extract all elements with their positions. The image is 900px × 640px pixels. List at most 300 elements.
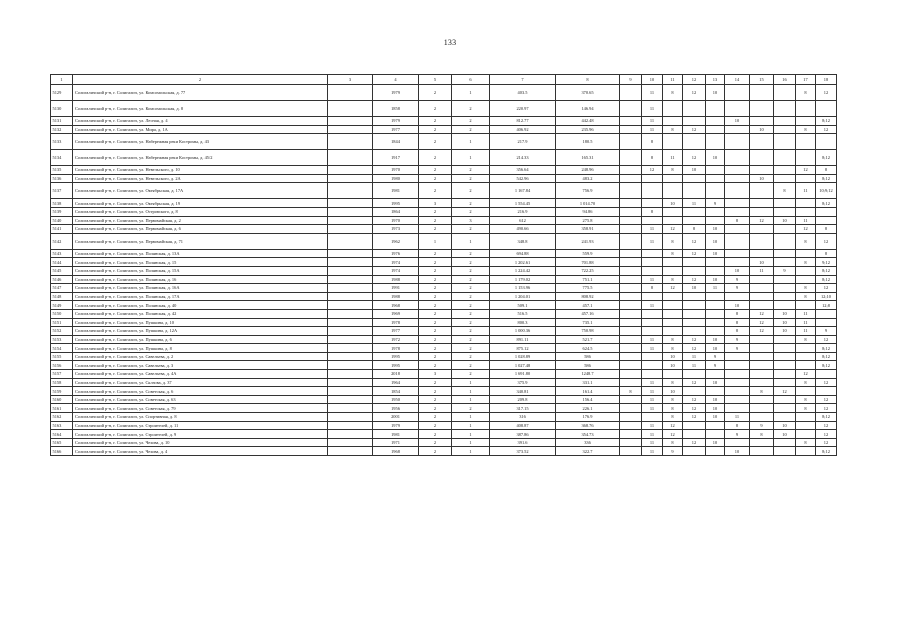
cell-col-16: [774, 352, 796, 361]
cell-floors: 2: [419, 166, 452, 175]
cell-col-12: 12: [683, 335, 706, 344]
cell-record-id: 5144: [51, 258, 73, 267]
cell-entrances: 1: [452, 378, 490, 387]
cell-col-13: 10: [706, 378, 725, 387]
cell-col-16: [774, 207, 796, 216]
cell-col-11: 8: [663, 395, 683, 404]
cell-floors: 2: [419, 378, 452, 387]
table-row: [51, 101, 837, 117]
column-header: 13: [706, 75, 725, 85]
cell-floors: 3: [419, 370, 452, 379]
column-header: 12: [683, 75, 706, 85]
cell-col-3: [328, 395, 373, 404]
cell-col-12: [683, 216, 706, 225]
cell-col-12: [683, 266, 706, 275]
cell-col-18: 12: [816, 378, 837, 387]
cell-col-11: [663, 216, 683, 225]
cell-living-area: 1 014.70: [556, 199, 620, 208]
cell-col-11: 8: [663, 404, 683, 413]
cell-col-3: [328, 352, 373, 361]
cell-living-area: 735.1: [556, 318, 620, 327]
cell-col-11: 8: [663, 85, 683, 101]
cell-col-14: 8: [725, 216, 750, 225]
cell-total-area: 356.64: [490, 166, 556, 175]
cell-living-area: 457.16: [556, 309, 620, 318]
cell-col-15: 11: [750, 266, 774, 275]
cell-col-16: [774, 438, 796, 447]
cell-col-16: [774, 233, 796, 249]
cell-col-17: 12: [796, 225, 816, 234]
cell-col-13: 10: [706, 413, 725, 422]
cell-record-id: 5166: [51, 447, 73, 456]
cell-col-9: [620, 370, 642, 379]
cell-record-id: 5158: [51, 378, 73, 387]
cell-floors: 1: [419, 233, 452, 249]
cell-col-12: 12: [683, 85, 706, 101]
cell-floors: 2: [419, 438, 452, 447]
cell-col-12: 11: [683, 199, 706, 208]
cell-col-18: [816, 370, 837, 379]
cell-floors: 2: [419, 413, 452, 422]
cell-record-id: 5156: [51, 361, 73, 370]
cell-col-17: [796, 447, 816, 456]
cell-total-area: 694.88: [490, 249, 556, 258]
cell-col-3: [328, 134, 373, 150]
cell-col-12: [683, 309, 706, 318]
cell-col-15: [750, 207, 774, 216]
cell-col-9: [620, 327, 642, 336]
cell-col-13: 9: [706, 199, 725, 208]
cell-living-area: 331.1: [556, 378, 620, 387]
cell-col-12: [683, 117, 706, 126]
cell-entrances: 1: [452, 430, 490, 439]
cell-col-13: [706, 134, 725, 150]
cell-floors: 2: [419, 101, 452, 117]
cell-address: Солигаличский р-н, г. Солигалич, ул. Октябрьская, д. 19: [73, 199, 328, 208]
cell-col-11: 8: [663, 378, 683, 387]
cell-floors: 2: [419, 318, 452, 327]
cell-col-9: [620, 166, 642, 175]
cell-col-15: 10: [750, 125, 774, 134]
cell-col-10: 8: [642, 150, 663, 166]
cell-col-9: [620, 378, 642, 387]
cell-address: Солигаличский р-н, г. Солигалич, ул. Набережная реки Костромы, д. 43: [73, 134, 328, 150]
cell-floors: 2: [419, 207, 452, 216]
cell-col-13: 9: [706, 352, 725, 361]
cell-entrances: 2: [452, 125, 490, 134]
cell-record-id: 5146: [51, 275, 73, 284]
cell-entrances: 2: [452, 183, 490, 199]
cell-year: 1977: [373, 125, 419, 134]
cell-total-area: 216.9: [490, 207, 556, 216]
cell-col-16: [774, 249, 796, 258]
cell-col-12: [683, 370, 706, 379]
cell-living-area: 442.48: [556, 117, 620, 126]
cell-col-12: 8: [683, 225, 706, 234]
cell-col-16: 10: [774, 318, 796, 327]
cell-year: 1864: [373, 207, 419, 216]
cell-year: 1980: [373, 174, 419, 183]
cell-col-12: [683, 292, 706, 301]
cell-col-18: 8: [816, 225, 837, 234]
column-header: 10: [642, 75, 663, 85]
cell-col-9: [620, 216, 642, 225]
cell-col-14: [725, 199, 750, 208]
cell-col-11: [663, 117, 683, 126]
cell-col-9: [620, 174, 642, 183]
cell-col-16: [774, 370, 796, 379]
cell-entrances: 2: [452, 117, 490, 126]
cell-col-11: [663, 174, 683, 183]
cell-address: Солигаличский р-н, г. Солигалич, ул. Лесная, д. 4: [73, 117, 328, 126]
cell-col-15: [750, 275, 774, 284]
cell-col-18: 8;12: [816, 352, 837, 361]
cell-col-13: [706, 421, 725, 430]
cell-address: Солигаличский р-н, г. Солигалич, ул. Полянская, д. 17А: [73, 292, 328, 301]
cell-year: 1970: [373, 216, 419, 225]
column-header: 1: [51, 75, 73, 85]
cell-col-12: 11: [683, 361, 706, 370]
cell-address: Солигаличский р-н, г. Солигалич, ул. Савельева, д. 4А: [73, 370, 328, 379]
cell-col-12: [683, 421, 706, 430]
cell-col-9: [620, 292, 642, 301]
cell-year: 1972: [373, 335, 419, 344]
cell-col-10: 11: [642, 430, 663, 439]
cell-col-17: [796, 266, 816, 275]
cell-col-18: 12;10: [816, 292, 837, 301]
cell-total-area: 490.66: [490, 225, 556, 234]
cell-col-10: 11: [642, 125, 663, 134]
cell-col-11: 8: [663, 233, 683, 249]
cell-record-id: 5139: [51, 207, 73, 216]
cell-col-11: [663, 318, 683, 327]
cell-col-15: [750, 101, 774, 117]
cell-col-11: [663, 327, 683, 336]
cell-col-11: [663, 370, 683, 379]
cell-year: 1968: [373, 447, 419, 456]
cell-entrances: 2: [452, 258, 490, 267]
cell-entrances: 1: [452, 85, 490, 101]
cell-entrances: 2: [452, 284, 490, 293]
table-row: [51, 447, 837, 456]
cell-floors: 2: [419, 447, 452, 456]
cell-col-18: 12: [816, 404, 837, 413]
table-row: [51, 225, 837, 234]
cell-total-area: 214.33: [490, 150, 556, 166]
cell-col-9: [620, 183, 642, 199]
cell-col-17: [796, 421, 816, 430]
cell-living-area: 165.31: [556, 150, 620, 166]
cell-col-9: [620, 438, 642, 447]
table-row: [51, 125, 837, 134]
cell-col-13: [706, 370, 725, 379]
table-row: [51, 395, 837, 404]
cell-col-12: [683, 183, 706, 199]
cell-col-17: [796, 117, 816, 126]
cell-col-13: [706, 447, 725, 456]
cell-entrances: 2: [452, 361, 490, 370]
cell-entrances: 2: [452, 335, 490, 344]
cell-total-area: 891.11: [490, 335, 556, 344]
cell-col-16: [774, 292, 796, 301]
cell-col-10: 11: [642, 421, 663, 430]
cell-record-id: 5165: [51, 438, 73, 447]
cell-col-3: [328, 318, 373, 327]
cell-total-area: 220.97: [490, 101, 556, 117]
cell-address: Солигаличский р-н, г. Солигалич, ул. Полянская, д. 16А: [73, 284, 328, 293]
cell-col-10: 11: [642, 85, 663, 101]
cell-record-id: 5131: [51, 117, 73, 126]
cell-record-id: 5157: [51, 370, 73, 379]
cell-entrances: 2: [452, 174, 490, 183]
cell-year: 1974: [373, 258, 419, 267]
cell-col-18: 12: [816, 335, 837, 344]
cell-address: Солигаличский р-н, г. Солигалич, ул. Склзова, д. 37: [73, 378, 328, 387]
cell-col-12: 11: [683, 352, 706, 361]
cell-col-11: 8: [663, 335, 683, 344]
cell-col-15: 9: [750, 421, 774, 430]
cell-col-14: [725, 438, 750, 447]
cell-col-17: 11: [796, 309, 816, 318]
cell-col-12: 12: [683, 344, 706, 353]
cell-col-17: [796, 150, 816, 166]
cell-col-16: 10: [774, 327, 796, 336]
cell-col-9: [620, 335, 642, 344]
cell-col-18: 12: [816, 395, 837, 404]
cell-record-id: 5129: [51, 85, 73, 101]
cell-col-17: [796, 413, 816, 422]
table-row: [51, 134, 837, 150]
column-header: 7: [490, 75, 556, 85]
cell-col-18: 12: [816, 438, 837, 447]
column-header: 14: [725, 75, 750, 85]
cell-col-9: [620, 258, 642, 267]
cell-col-14: [725, 225, 750, 234]
cell-total-area: 612: [490, 216, 556, 225]
cell-year: 1979: [373, 117, 419, 126]
cell-col-17: [796, 344, 816, 353]
cell-col-15: [750, 199, 774, 208]
cell-col-18: [816, 101, 837, 117]
cell-record-id: 5137: [51, 183, 73, 199]
cell-col-13: 10: [706, 395, 725, 404]
cell-col-14: 9: [725, 344, 750, 353]
cell-record-id: 5153: [51, 335, 73, 344]
cell-record-id: 5148: [51, 292, 73, 301]
cell-year: 1995: [373, 361, 419, 370]
cell-col-10: [642, 309, 663, 318]
cell-col-9: [620, 421, 642, 430]
cell-col-17: 8: [796, 395, 816, 404]
cell-address: Солигаличский р-н, г. Солигалич, ул. Набережная реки Костромы, д. 45/2: [73, 150, 328, 166]
cell-address: Солигаличский р-н, г. Солигалич, ул. Полянская, д. 16: [73, 275, 328, 284]
cell-col-16: [774, 335, 796, 344]
cell-total-area: 1 167.84: [490, 183, 556, 199]
cell-entrances: 1: [452, 395, 490, 404]
cell-col-18: 8;12: [816, 413, 837, 422]
cell-col-11: 8: [663, 249, 683, 258]
cell-entrances: 2: [452, 249, 490, 258]
cell-col-14: 9: [725, 284, 750, 293]
cell-floors: 2: [419, 183, 452, 199]
cell-col-17: 11: [796, 318, 816, 327]
cell-col-14: 9: [725, 430, 750, 439]
register-table: [50, 74, 837, 456]
cell-col-3: [328, 361, 373, 370]
cell-col-3: [328, 370, 373, 379]
cell-col-13: 10: [706, 404, 725, 413]
cell-col-17: 8: [796, 438, 816, 447]
cell-col-3: [328, 344, 373, 353]
cell-col-16: 12: [774, 387, 796, 396]
cell-col-17: [796, 352, 816, 361]
table-row: [51, 404, 837, 413]
cell-col-10: [642, 318, 663, 327]
cell-col-16: [774, 447, 796, 456]
cell-col-15: [750, 404, 774, 413]
cell-col-15: 12: [750, 309, 774, 318]
cell-col-17: 8: [796, 378, 816, 387]
cell-col-9: [620, 395, 642, 404]
cell-col-12: 12: [683, 249, 706, 258]
cell-living-area: 775.5: [556, 284, 620, 293]
cell-col-3: [328, 258, 373, 267]
cell-entrances: 2: [452, 352, 490, 361]
cell-col-14: [725, 174, 750, 183]
cell-col-12: [683, 387, 706, 396]
cell-entrances: 2: [452, 207, 490, 216]
cell-address: Солигаличский р-н, г. Солигалич, ул. Советская, д. 63: [73, 395, 328, 404]
cell-col-14: 11: [725, 413, 750, 422]
cell-record-id: 5134: [51, 150, 73, 166]
cell-col-18: 8: [816, 166, 837, 175]
cell-entrances: 1: [452, 421, 490, 430]
cell-col-11: [663, 266, 683, 275]
cell-col-15: [750, 150, 774, 166]
cell-floors: 2: [419, 430, 452, 439]
cell-col-15: [750, 395, 774, 404]
cell-total-area: 391.6: [490, 438, 556, 447]
cell-col-15: [750, 335, 774, 344]
cell-year: 1962: [373, 233, 419, 249]
cell-year: 1950: [373, 395, 419, 404]
cell-year: 2018: [373, 370, 419, 379]
cell-col-11: [663, 101, 683, 117]
cell-col-15: [750, 438, 774, 447]
cell-col-10: 11: [642, 117, 663, 126]
cell-col-9: [620, 318, 642, 327]
cell-floors: 2: [419, 421, 452, 430]
cell-col-16: [774, 101, 796, 117]
cell-year: 1995: [373, 199, 419, 208]
cell-col-17: 8: [796, 404, 816, 413]
cell-col-3: [328, 266, 373, 275]
cell-floors: 3: [419, 199, 452, 208]
cell-floors: 2: [419, 387, 452, 396]
column-header: 6: [452, 75, 490, 85]
cell-entrances: 1: [452, 413, 490, 422]
cell-col-15: [750, 344, 774, 353]
cell-col-12: [683, 301, 706, 310]
cell-year: 1995: [373, 352, 419, 361]
cell-col-18: [816, 318, 837, 327]
cell-col-16: 10: [774, 309, 796, 318]
cell-col-14: [725, 258, 750, 267]
cell-year: 1991: [373, 284, 419, 293]
cell-col-9: [620, 404, 642, 413]
cell-address: Солигаличский р-н, г. Солигалич, ул. Мира, д. 1А: [73, 125, 328, 134]
cell-col-15: 8: [750, 387, 774, 396]
cell-total-area: 316: [490, 413, 556, 422]
cell-floors: 2: [419, 395, 452, 404]
table-row: [51, 370, 837, 379]
cell-col-18: 8;12: [816, 361, 837, 370]
cell-col-17: [796, 361, 816, 370]
cell-total-area: 317.15: [490, 404, 556, 413]
cell-col-14: [725, 134, 750, 150]
cell-col-16: [774, 174, 796, 183]
cell-total-area: 373.52: [490, 447, 556, 456]
cell-col-14: 10: [725, 266, 750, 275]
cell-col-9: [620, 199, 642, 208]
cell-record-id: 5151: [51, 318, 73, 327]
cell-col-11: [663, 292, 683, 301]
cell-col-11: 8: [663, 275, 683, 284]
table-row: [51, 183, 837, 199]
cell-col-10: 8: [642, 134, 663, 150]
cell-col-13: [706, 309, 725, 318]
cell-address: Солигаличский р-н, г. Солигалич, ул. Советская, д. 79: [73, 404, 328, 413]
cell-col-14: 10: [725, 447, 750, 456]
cell-address: Солигаличский р-н, г. Солигалич, ул. Пушкина, д. 8: [73, 344, 328, 353]
cell-total-area: 1 027.48: [490, 361, 556, 370]
cell-floors: 2: [419, 352, 452, 361]
cell-living-area: 176.9: [556, 413, 620, 422]
cell-floors: 2: [419, 292, 452, 301]
cell-year: 1977: [373, 327, 419, 336]
cell-record-id: 5164: [51, 430, 73, 439]
cell-col-3: [328, 378, 373, 387]
cell-col-15: 8: [750, 430, 774, 439]
cell-col-10: 11: [642, 378, 663, 387]
cell-total-area: 1 204.01: [490, 292, 556, 301]
cell-year: 1988: [373, 292, 419, 301]
cell-record-id: 5141: [51, 225, 73, 234]
cell-floors: 2: [419, 309, 452, 318]
cell-col-17: 12: [796, 370, 816, 379]
cell-col-13: [706, 301, 725, 310]
table-row: [51, 233, 837, 249]
cell-col-3: [328, 183, 373, 199]
cell-col-3: [328, 166, 373, 175]
cell-col-3: [328, 327, 373, 336]
cell-living-area: 94.86: [556, 207, 620, 216]
cell-col-13: [706, 430, 725, 439]
cell-col-9: [620, 134, 642, 150]
cell-living-area: 483.2: [556, 174, 620, 183]
cell-col-11: 12: [663, 225, 683, 234]
cell-col-15: [750, 378, 774, 387]
cell-address: Солигаличский р-н, г. Солигалич, ул. Октябрьская, д. 17А: [73, 183, 328, 199]
table-row: [51, 199, 837, 208]
cell-address: Солигаличский р-н, г. Солигалич, ул. Строителей, д. 9: [73, 430, 328, 439]
cell-col-3: [328, 292, 373, 301]
cell-col-9: [620, 344, 642, 353]
cell-col-9: [620, 150, 642, 166]
cell-col-17: [796, 249, 816, 258]
cell-col-17: [796, 275, 816, 284]
cell-record-id: 5160: [51, 395, 73, 404]
